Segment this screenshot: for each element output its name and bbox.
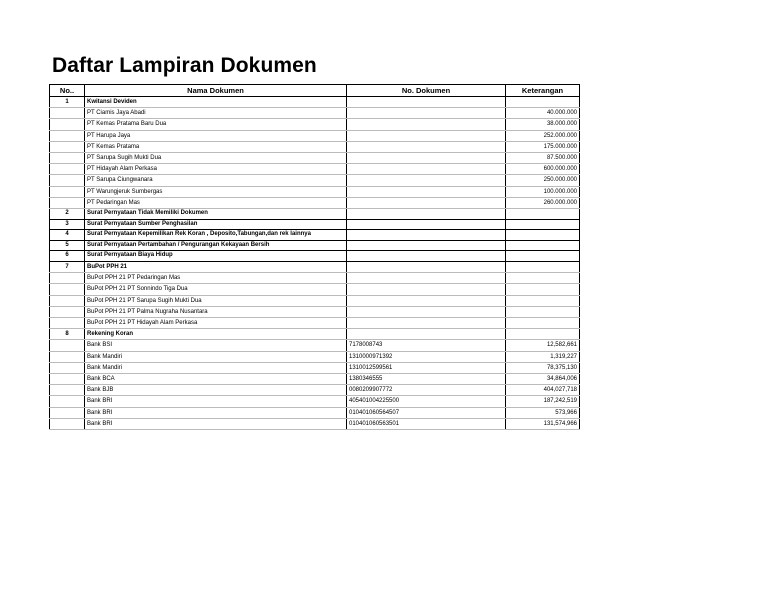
page-title: Daftar Lampiran Dokumen [52,54,317,77]
header-keterangan: Keterangan [506,85,580,97]
cell-keterangan [506,295,580,306]
cell-no-dokumen [347,141,506,152]
cell-no [50,351,85,362]
cell-no: 4 [50,230,85,241]
table-row [50,273,580,284]
cell-no-dokumen [347,284,506,295]
cell-no-dokumen [347,295,506,306]
table-row [50,108,580,119]
table-row [50,209,580,220]
cell-no [50,130,85,141]
cell-no-dokumen [347,251,506,262]
cell-no-dokumen [347,97,506,108]
cell-no-dokumen [347,153,506,164]
cell-no-dokumen: 010401060564507 [347,407,506,418]
header-no: No.. [50,85,85,97]
cell-keterangan: 600.000.000 [506,164,580,175]
cell-keterangan: 40.000.000 [506,108,580,119]
cell-keterangan [506,251,580,262]
table-row [50,351,580,362]
cell-nama-dokumen: PT Sarupa Ciungwanara [85,175,347,186]
table-body [50,97,580,430]
table-row [50,340,580,351]
cell-nama-dokumen: Bank BRI [85,396,347,407]
cell-no-dokumen: 1310000971392 [347,351,506,362]
cell-nama-dokumen: BuPot PPH 21 PT Hidayah Alam Perkasa [85,318,347,329]
cell-keterangan [506,230,580,241]
table-row [50,97,580,108]
cell-keterangan: 404,027,718 [506,385,580,396]
table-row [50,251,580,262]
cell-nama-dokumen: Bank BJB [85,385,347,396]
cell-keterangan [506,240,580,251]
cell-no [50,362,85,373]
cell-no [50,186,85,197]
header-no-dokumen: No. Dokumen [347,85,506,97]
cell-keterangan [506,219,580,230]
cell-nama-dokumen: Surat Pernyataan Kepemilikan Rek Koran , Deposito,Tabungan,dan rek lainnya [85,230,347,241]
table-row [50,175,580,186]
cell-keterangan: 100.000.000 [506,186,580,197]
cell-nama-dokumen: PT Kemas Pratama Baru Dua [85,119,347,130]
table-row [50,306,580,317]
cell-keterangan [506,273,580,284]
cell-keterangan: 12,582,661 [506,340,580,351]
cell-nama-dokumen: PT Ciamis Jaya Abadi [85,108,347,119]
cell-nama-dokumen: BuPot PPH 21 [85,262,347,273]
cell-no [50,108,85,119]
cell-no [50,374,85,385]
cell-no [50,407,85,418]
cell-nama-dokumen: BuPot PPH 21 PT Pedaringan Mas [85,273,347,284]
cell-no: 7 [50,262,85,273]
cell-nama-dokumen: Surat Pernyataan Pertambahan / Pengurangan Kekayaan Bersih [85,240,347,251]
cell-no: 5 [50,240,85,251]
cell-nama-dokumen: Kwitansi Deviden [85,97,347,108]
cell-keterangan: 250.000.000 [506,175,580,186]
cell-keterangan [506,329,580,340]
cell-no [50,340,85,351]
cell-keterangan [506,284,580,295]
table-row [50,240,580,251]
table-row [50,141,580,152]
cell-no-dokumen: 1380346555 [347,374,506,385]
table-row [50,385,580,396]
cell-nama-dokumen: Bank BCA [85,374,347,385]
cell-nama-dokumen: Surat Pernyataan Tidak Memiliki Dokumen [85,209,347,220]
table-row [50,374,580,385]
cell-nama-dokumen: Bank BRI [85,418,347,429]
cell-no-dokumen [347,197,506,208]
cell-nama-dokumen: PT Sarupa Sugih Mukti Dua [85,153,347,164]
cell-no-dokumen [347,306,506,317]
cell-no-dokumen [347,329,506,340]
cell-nama-dokumen: BuPot PPH 21 PT Palma Nugraha Nusantara [85,306,347,317]
cell-keterangan: 573,966 [506,407,580,418]
table-row [50,130,580,141]
table-row [50,197,580,208]
cell-keterangan [506,306,580,317]
cell-no-dokumen [347,219,506,230]
cell-no-dokumen [347,119,506,130]
cell-nama-dokumen: Bank Mandiri [85,351,347,362]
cell-nama-dokumen: BuPot PPH 21 PT Sarupa Sugih Mukti Dua [85,295,347,306]
cell-no: 6 [50,251,85,262]
table-row [50,407,580,418]
cell-no [50,284,85,295]
cell-nama-dokumen: Rekening Koran [85,329,347,340]
cell-no [50,153,85,164]
cell-no-dokumen [347,318,506,329]
cell-keterangan: 260.000.000 [506,197,580,208]
cell-keterangan: 34,864,006 [506,374,580,385]
table-row [50,284,580,295]
cell-no-dokumen [347,209,506,220]
table-row [50,262,580,273]
table-row [50,164,580,175]
cell-no [50,175,85,186]
cell-no-dokumen: 7178008743 [347,340,506,351]
cell-no-dokumen [347,273,506,284]
cell-no-dokumen [347,186,506,197]
cell-nama-dokumen: PT Harupa Jaya [85,130,347,141]
cell-no-dokumen: 010401060563501 [347,418,506,429]
cell-no [50,164,85,175]
cell-no [50,197,85,208]
cell-nama-dokumen: Bank BRI [85,407,347,418]
cell-nama-dokumen: PT Kemas Pratama [85,141,347,152]
cell-keterangan [506,262,580,273]
table-row [50,230,580,241]
cell-no-dokumen [347,130,506,141]
cell-no-dokumen [347,175,506,186]
cell-keterangan [506,209,580,220]
table-row [50,396,580,407]
cell-keterangan [506,318,580,329]
cell-no: 2 [50,209,85,220]
table-row [50,219,580,230]
table-row [50,362,580,373]
cell-no-dokumen [347,108,506,119]
table-row [50,418,580,429]
cell-keterangan: 38.000.000 [506,119,580,130]
cell-keterangan [506,97,580,108]
cell-no: 8 [50,329,85,340]
cell-nama-dokumen: BuPot PPH 21 PT Sonnindo Tiga Dua [85,284,347,295]
cell-nama-dokumen: Bank BSI [85,340,347,351]
cell-no [50,141,85,152]
cell-nama-dokumen: PT Pedaringan Mas [85,197,347,208]
cell-keterangan: 1,319,227 [506,351,580,362]
cell-no-dokumen: 405401004225500 [347,396,506,407]
cell-nama-dokumen: PT Hidayah Alam Perkasa [85,164,347,175]
cell-no: 1 [50,97,85,108]
document-table [49,84,580,430]
cell-nama-dokumen: PT Warungjeruk Sumbergas [85,186,347,197]
cell-keterangan: 175.000.000 [506,141,580,152]
cell-keterangan: 252.000.000 [506,130,580,141]
cell-nama-dokumen: Bank Mandiri [85,362,347,373]
table-row [50,318,580,329]
cell-no [50,119,85,130]
cell-no-dokumen: 0080209907772 [347,385,506,396]
cell-no [50,295,85,306]
cell-no-dokumen [347,240,506,251]
cell-nama-dokumen: Surat Pernyataan Sumber Penghasilan [85,219,347,230]
cell-no-dokumen [347,164,506,175]
table-row [50,119,580,130]
cell-keterangan: 131,574,966 [506,418,580,429]
cell-no-dokumen: 1310012599561 [347,362,506,373]
cell-no [50,385,85,396]
header-nama-dokumen: Nama Dokumen [85,85,347,97]
cell-keterangan: 87.500.000 [506,153,580,164]
cell-no [50,273,85,284]
table-row [50,186,580,197]
cell-no [50,318,85,329]
cell-no [50,396,85,407]
table-header-row [50,85,580,97]
table-row [50,153,580,164]
table-row [50,329,580,340]
table-row [50,295,580,306]
cell-no-dokumen [347,262,506,273]
cell-no [50,306,85,317]
cell-no [50,418,85,429]
cell-keterangan: 187,242,519 [506,396,580,407]
cell-nama-dokumen: Surat Pernyataan Biaya Hidup [85,251,347,262]
cell-keterangan: 78,375,130 [506,362,580,373]
cell-no: 3 [50,219,85,230]
cell-no-dokumen [347,230,506,241]
